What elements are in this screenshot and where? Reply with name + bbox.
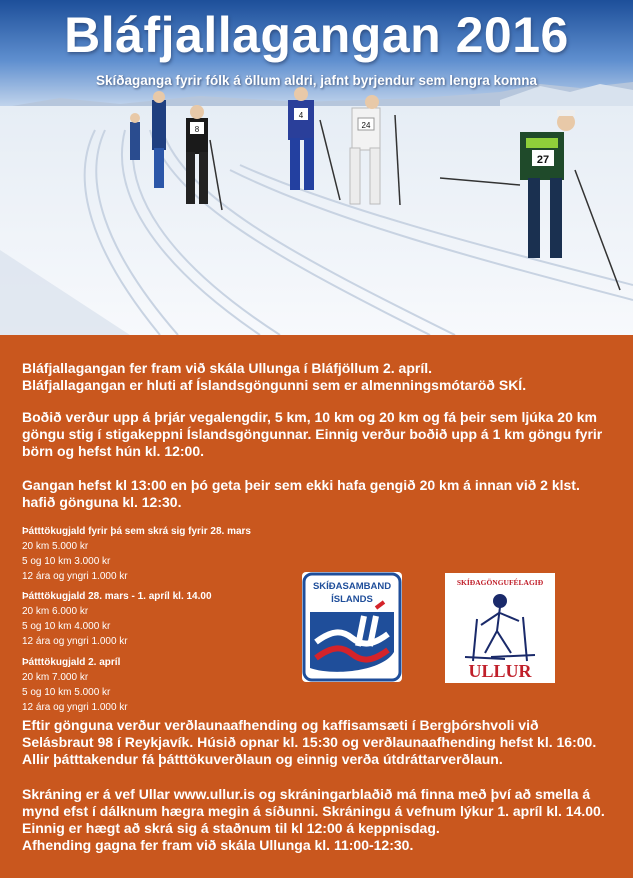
ski-logo-line2: ÍSLANDS (331, 594, 373, 605)
intro-line-1: Bláfjallagangan fer fram við skála Ullunga í Bláfjöllum 2. apríl. (22, 360, 432, 376)
fee-heading: Þátttökugjald 2. apríl (22, 657, 121, 668)
hero-photo (0, 0, 633, 335)
fee-line: 5 og 10 km 4.000 kr (22, 621, 111, 632)
intro-line-2: Bláfjallagangan er hluti af Íslandsgöngunni sem er almenningsmótaröð SKÍ. (22, 377, 527, 393)
page-title: Bláfjallagangan 2016 (64, 7, 569, 63)
fee-line: 12 ára og yngri 1.000 kr (22, 702, 128, 713)
fee-line: 20 km 7.000 kr (22, 672, 89, 683)
distances-paragraph: Boðið verður upp á þrjár vegalengdir, 5 km, 10 km og 20 km og fá þeir sem ljúka 20 km göngu stig í stigakeppni Íslandsgöngunnar. Einnig verður boðið upp á 1 km göngu fyrir börn og hefst hún kl. 12:00. (22, 409, 603, 459)
awards-paragraph: Eftir gönguna verður verðlaunaafhending og kaffisamsæti í Bergþórshvoli við Selásbraut 98 í Reykjavík. Húsið opnar kl. 15:30 og verðlaunaafhending hefst kl. 16:00. Allir þátttakendur fá þátttökuverðlaun og einnig verða útdráttarverðlaun. (22, 717, 597, 767)
start-time-paragraph: Gangan hefst kl 13:00 en þó geta þeir sem ekki hafa gengið 20 km á innan við 2 klst. hafið gönguna kl. 12:30. (22, 477, 580, 510)
fee-line: 12 ára og yngri 1.000 kr (22, 571, 128, 582)
fee-line: 20 km 6.000 kr (22, 606, 89, 617)
ullur-club-logo (445, 573, 555, 683)
fee-heading: Þátttökugjald fyrir þá sem skrá sig fyrir 28. mars (22, 526, 251, 537)
fee-block-early (22, 524, 302, 584)
fee-block-mid (22, 589, 302, 649)
ullur-skier-icon (465, 595, 535, 661)
fee-heading: Þátttökugjald 28. mars - 1. apríl kl. 14.00 (22, 591, 212, 602)
registration-paragraph: Skráning er á vef Ullar www.ullur.is og skráningarblaðið má finna með því að smella á mynd efst í dálknum hægra megin á síðunni. Skráningu á vefnum lýkur 1. apríl kl. 14.00. Einnig er hægt að skrá sig á staðnum til kl 12:00 á keppnisdag. (22, 786, 605, 836)
pickup-paragraph: Afhending gagna fer fram við skála Ullunga kl. 11:00-12:30. (22, 837, 414, 853)
ullur-logo-top: SKÍÐAGÖNGUFÉLAGIÐ (456, 578, 544, 587)
bib-8: 8 (194, 125, 200, 134)
ski-logo-line1: SKÍÐASAMBAND (312, 581, 392, 592)
bib-24: 24 (361, 121, 371, 130)
bib-4: 4 (298, 111, 304, 120)
ski-federation-logo (302, 572, 402, 682)
fee-line: 20 km 5.000 kr (22, 541, 89, 552)
intro-paragraph (22, 360, 612, 394)
bib-27: 27 (536, 154, 550, 166)
ullur-logo-name: ULLUR (468, 661, 532, 681)
fee-line: 5 og 10 km 3.000 kr (22, 556, 111, 567)
fee-line: 5 og 10 km 5.000 kr (22, 687, 111, 698)
fee-line: 12 ára og yngri 1.000 kr (22, 636, 128, 647)
fee-block-late (22, 655, 302, 715)
page-subtitle: Skíðaganga fyrir fólk á öllum aldri, jafnt byrjendur sem lengra komna (95, 73, 538, 88)
